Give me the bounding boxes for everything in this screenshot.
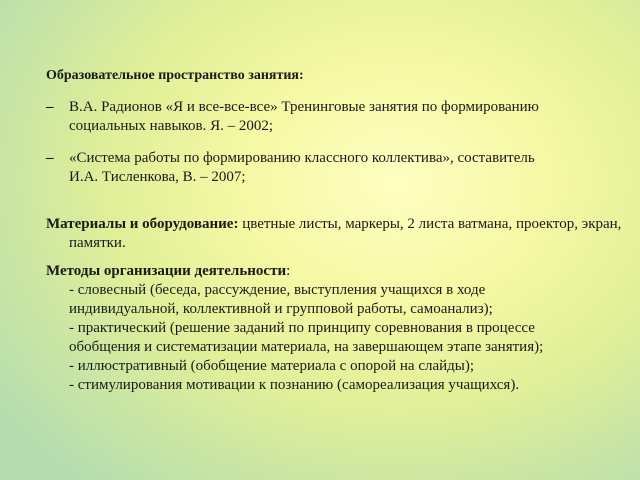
method-line: - словесный (беседа, рассуждение, выступления учащихся в ходе (69, 282, 486, 298)
materials-label: Материалы и оборудование: (46, 216, 239, 232)
source-item (46, 98, 606, 136)
source-line: «Система работы по формированию классного коллектива», составитель (69, 150, 535, 166)
method-line: - практический (решение заданий по принципу соревнования в процессе (69, 320, 535, 336)
method-line: индивидуальной, коллективной и групповой работы, самоанализ); (69, 301, 493, 317)
method-line: - стимулирования мотивации к познанию (самореализация учащихся). (69, 377, 520, 393)
materials-text: цветные листы, маркеры, 2 листа ватмана, проектор, экран, памятки. (69, 216, 622, 251)
source-line: И.А. Тисленкова, В. – 2007; (69, 169, 246, 185)
source-line: В.А. Радионов «Я и все-все-все» Тренинговые занятия по формированию (69, 99, 539, 115)
dash-bullet-icon: – (46, 99, 54, 115)
methods-heading (46, 262, 606, 281)
sources-list (46, 98, 606, 200)
methods-colon: : (286, 263, 291, 279)
methods-section (46, 262, 606, 395)
methods-label: Методы организации деятельности (46, 263, 287, 279)
source-item (46, 149, 606, 187)
method-line: - иллюстративный (обобщение материала с опорой на слайды); (69, 358, 475, 374)
method-line: обобщения и систематизации материала, на завершающем этапе занятия); (69, 339, 544, 355)
source-line: социальных навыков. Я. – 2002; (69, 118, 274, 134)
materials-section (46, 215, 629, 253)
space-heading: Образовательное пространство занятия: (46, 68, 304, 83)
dash-bullet-icon: – (46, 150, 54, 166)
